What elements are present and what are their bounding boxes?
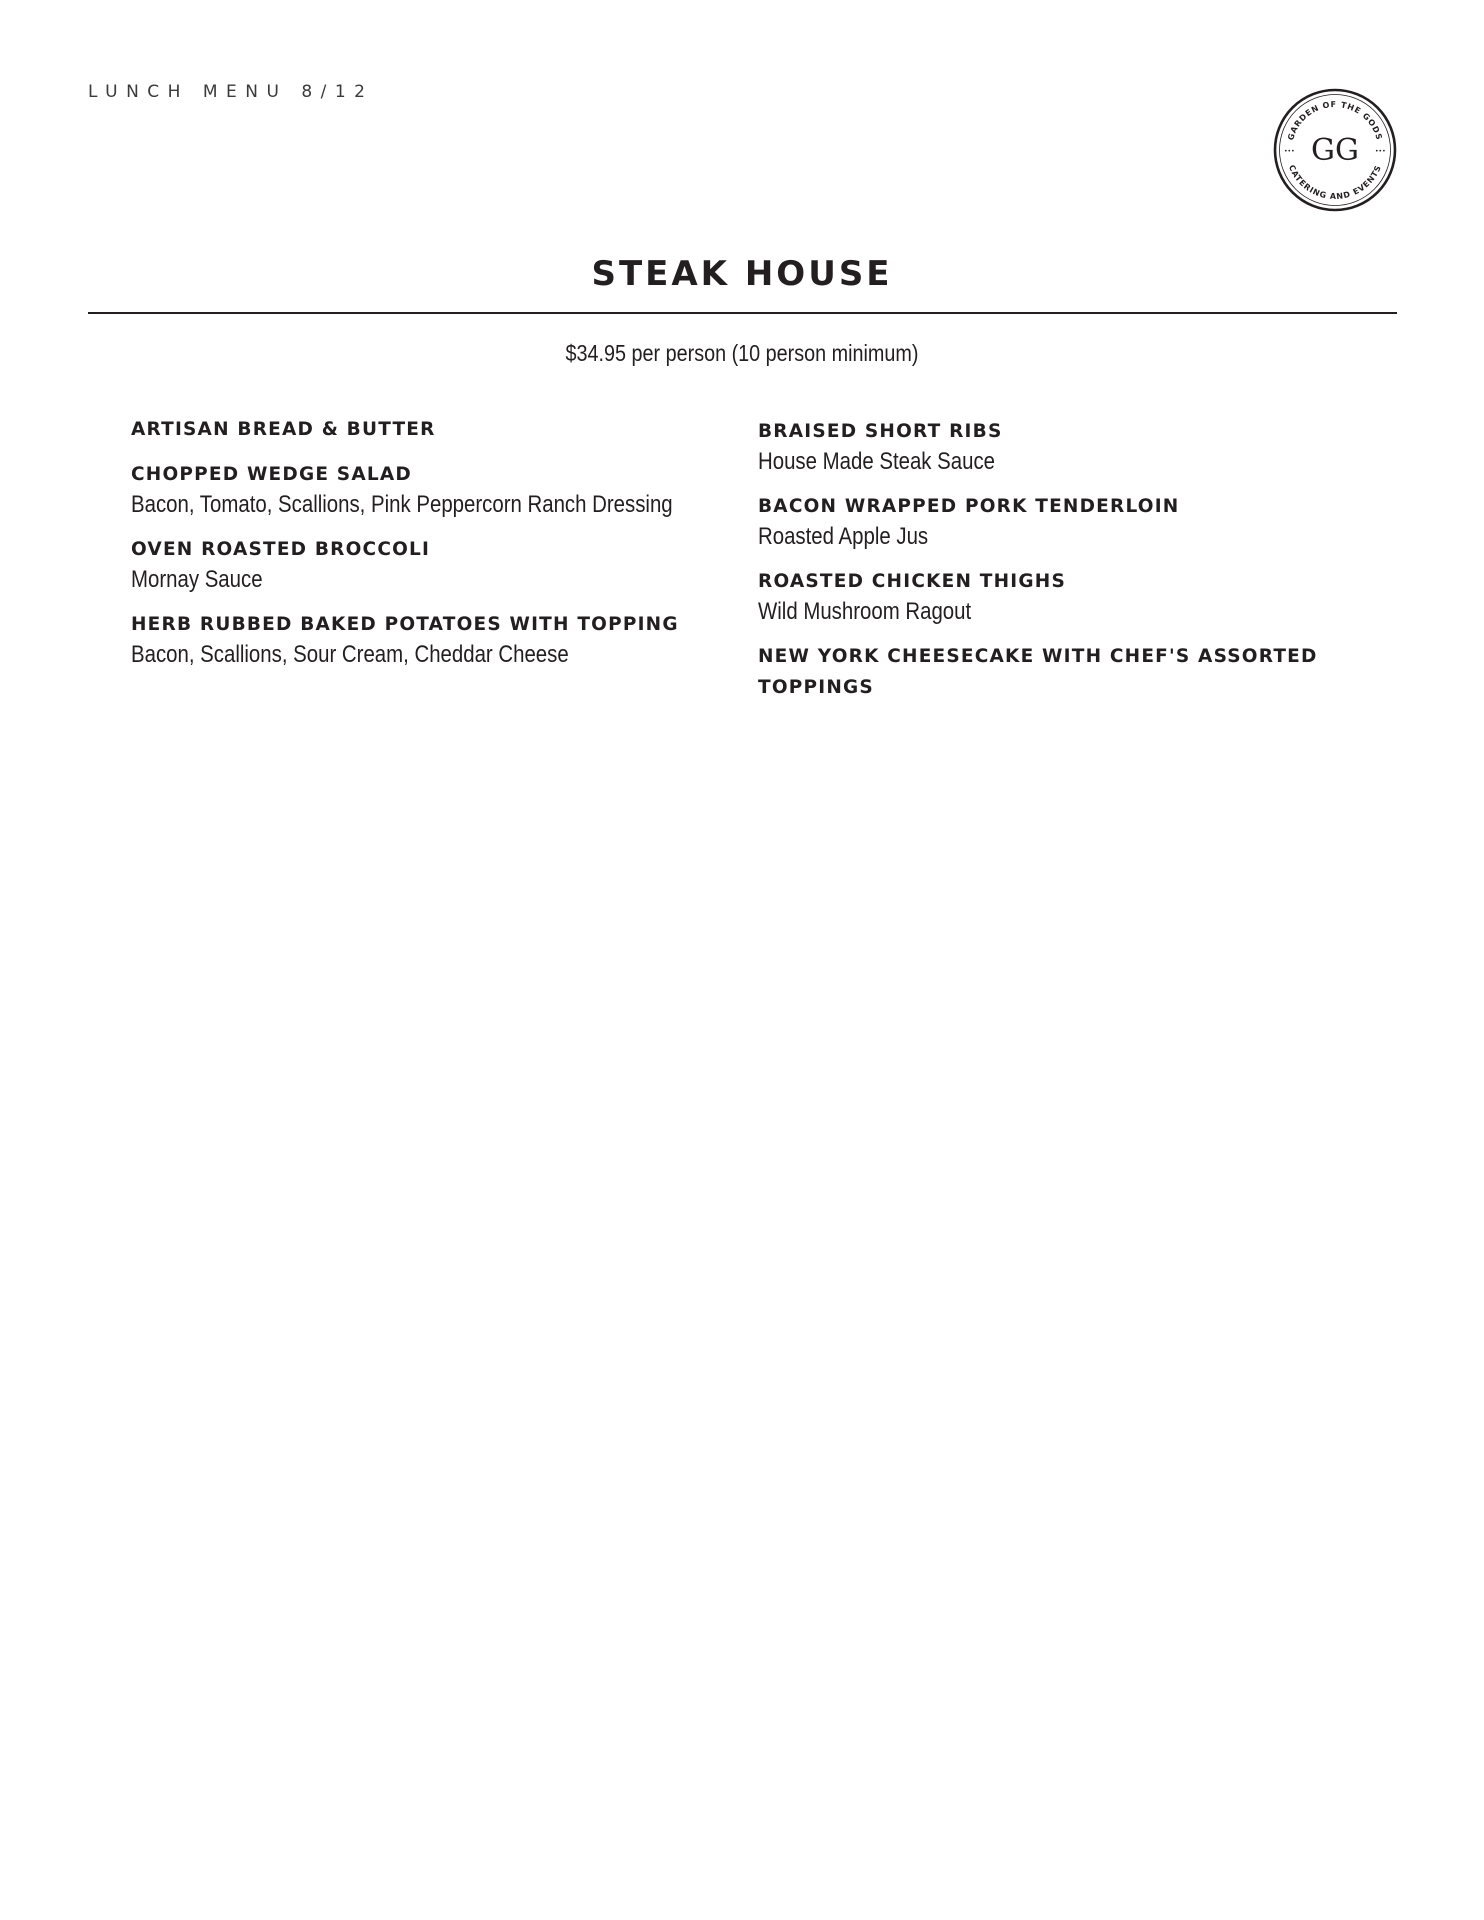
menu-item bbox=[758, 566, 1358, 627]
menu-header-label: LUNCH MENU 8/12 bbox=[88, 82, 374, 102]
menu-item bbox=[131, 414, 731, 445]
menu-item-description: Wild Mushroom Ragout bbox=[758, 598, 972, 625]
menu-item-name: BACON WRAPPED PORK TENDERLOIN bbox=[758, 496, 1180, 517]
title-divider bbox=[88, 312, 1397, 314]
menu-item-description: Bacon, Scallions, Sour Cream, Cheddar Cheese bbox=[131, 641, 569, 668]
svg-text:GARDEN OF THE GODS: GARDEN OF THE GODS bbox=[1286, 99, 1384, 142]
garden-of-the-gods-logo bbox=[1272, 87, 1398, 213]
menu-item-name: BRAISED SHORT RIBS bbox=[758, 421, 1003, 442]
svg-text:•••: ••• bbox=[1284, 148, 1295, 155]
menu-item-name: HERB RUBBED BAKED POTATOES WITH TOPPING bbox=[131, 614, 679, 635]
menu-item bbox=[131, 459, 731, 520]
menu-item-name: NEW YORK CHEESECAKE WITH CHEF'S ASSORTED TOPPINGS bbox=[758, 646, 1318, 698]
menu-item-description: Bacon, Tomato, Scallions, Pink Peppercorn Ranch Dressing bbox=[131, 491, 673, 518]
svg-text:GG: GG bbox=[1311, 133, 1359, 168]
menu-title: STEAK HOUSE bbox=[591, 254, 893, 294]
menu-item-description: House Made Steak Sauce bbox=[758, 448, 996, 475]
menu-item-description: Roasted Apple Jus bbox=[758, 523, 929, 550]
menu-right-column bbox=[758, 416, 1358, 717]
menu-left-column bbox=[131, 414, 731, 684]
menu-item-name: OVEN ROASTED BROCCOLI bbox=[131, 539, 431, 560]
svg-text:•••: ••• bbox=[1375, 148, 1386, 155]
menu-item bbox=[131, 609, 731, 670]
svg-text:CATERING AND EVENTS: CATERING AND EVENTS bbox=[1286, 163, 1384, 202]
menu-item-description: Mornay Sauce bbox=[131, 566, 263, 593]
menu-item bbox=[758, 416, 1358, 477]
menu-item-name: ARTISAN BREAD & BUTTER bbox=[131, 419, 436, 440]
menu-item bbox=[131, 534, 731, 595]
menu-item-name: CHOPPED WEDGE SALAD bbox=[131, 464, 412, 485]
menu-item bbox=[758, 641, 1358, 703]
menu-item bbox=[758, 491, 1358, 552]
price-line: $34.95 per person (10 person minimum) bbox=[565, 340, 919, 366]
menu-item-name: ROASTED CHICKEN THIGHS bbox=[758, 571, 1066, 592]
